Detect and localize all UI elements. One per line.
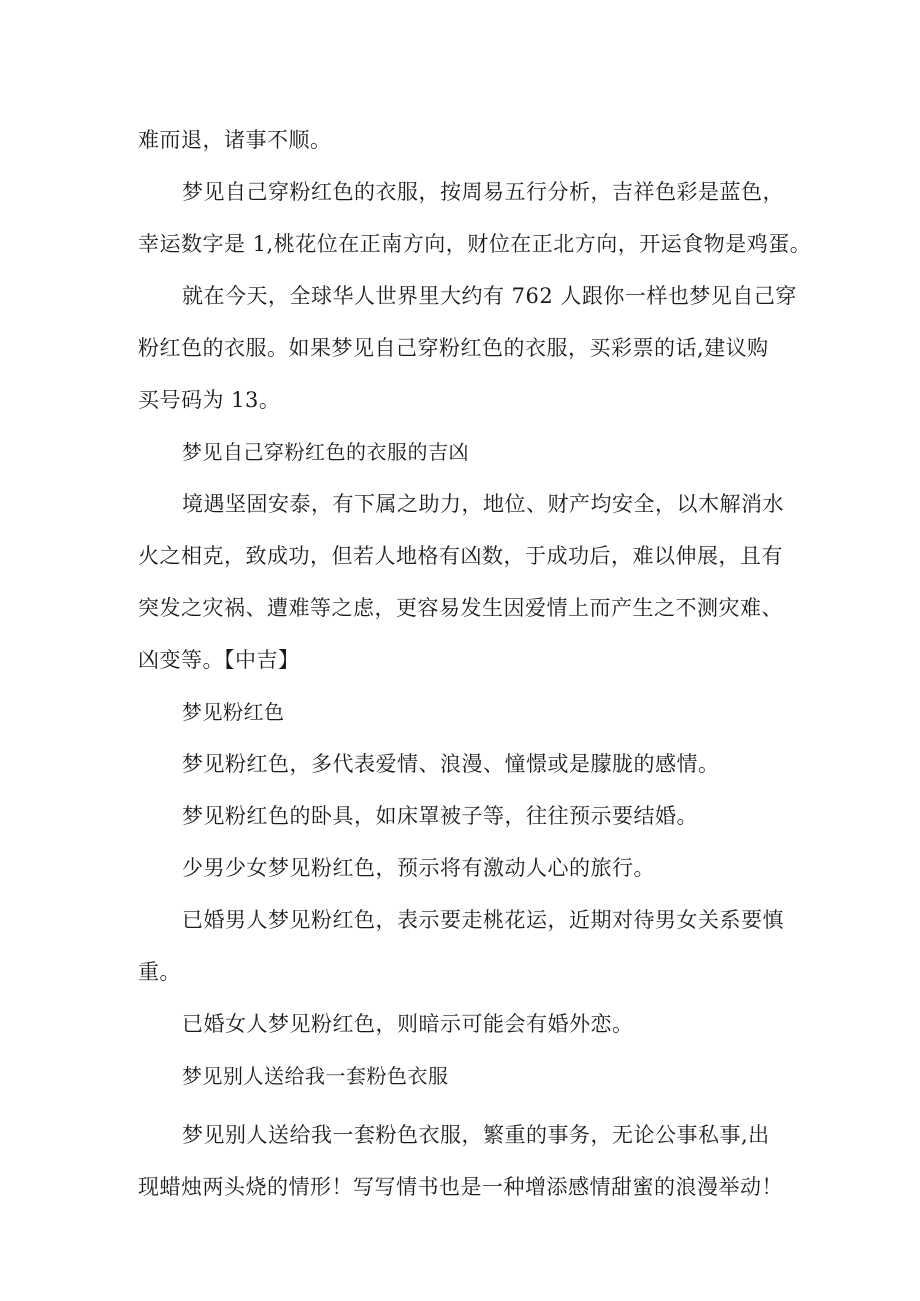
text-line: 难而退，诸事不顺。 xyxy=(138,128,332,152)
text-line: 凶变等。【中吉】 xyxy=(138,648,300,672)
paragraph-start-line: 梦见自己穿粉红色的衣服，按周易五行分析，吉祥色彩是蓝色， xyxy=(182,180,784,204)
text-line: 现蜡烛两头烧的情形！写写情书也是一种增添感情甜蜜的浪漫举动！ xyxy=(138,1175,783,1199)
section-heading: 梦见自己穿粉红色的衣服的吉凶 xyxy=(182,440,469,464)
paragraph-start-line: 梦见粉红色的卧具，如床罩被子等，往往预示要结婚。 xyxy=(182,804,698,828)
paragraph-start-line: 已婚女人梦见粉红色，则暗示可能会有婚外恋。 xyxy=(182,1012,634,1036)
paragraph-start-line: 就在今天，全球华人世界里大约有 762 人跟你一样也梦见自己穿 xyxy=(182,284,797,308)
text-line: 重。 xyxy=(138,960,181,984)
paragraph-start-line: 已婚男人梦见粉红色，表示要走桃花运，近期对待男女关系要慎 xyxy=(182,908,784,932)
paragraph-start-line: 梦见别人送给我一套粉色衣服，繁重的事务，无论公事私事,出 xyxy=(182,1123,770,1147)
text-line: 幸运数字是 1,桃花位在正南方向，财位在正北方向，开运食物是鸡蛋。 xyxy=(138,232,812,256)
section-heading: 梦见别人送给我一套粉色衣服 xyxy=(182,1064,449,1088)
text-line: 买号码为 13。 xyxy=(138,388,281,412)
paragraph-start-line: 梦见粉红色，多代表爱情、浪漫、憧憬或是朦胧的感情。 xyxy=(182,752,720,776)
text-line: 粉红色的衣服。如果梦见自己穿粉红色的衣服，买彩票的话,建议购 xyxy=(138,336,769,360)
paragraph-start-line: 境遇坚固安泰，有下属之助力，地位、财产均安全，以木解消水 xyxy=(182,492,784,516)
section-heading: 梦见粉红色 xyxy=(182,700,285,724)
text-line: 突发之灾祸、遭难等之虑，更容易发生因爱情上而产生之不测灾难、 xyxy=(138,596,783,620)
text-line: 火之相克，致成功，但若人地格有凶数，于成功后，难以伸展，且有 xyxy=(138,544,783,568)
paragraph-start-line: 少男少女梦见粉红色，预示将有激动人心的旅行。 xyxy=(182,856,655,880)
